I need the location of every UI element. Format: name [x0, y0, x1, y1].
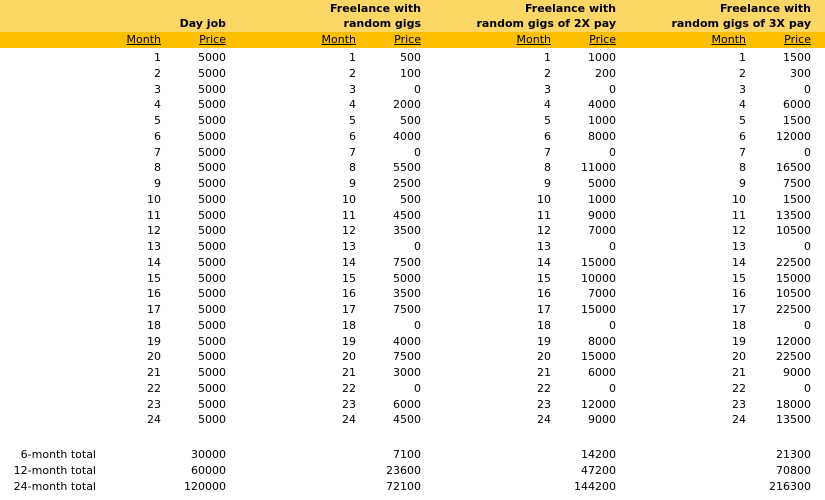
month-cell: 14	[342, 256, 356, 269]
price-cell: 12000	[581, 398, 616, 411]
month-cell: 22	[732, 382, 746, 395]
price-cell: 12000	[776, 335, 811, 348]
month-cell: 12	[732, 224, 746, 237]
price-cell: 5000	[198, 224, 226, 237]
price-cell: 5000	[198, 67, 226, 80]
price-cell: 12000	[776, 130, 811, 143]
price-cell: 100	[400, 67, 421, 80]
month-cell: 11	[537, 209, 551, 222]
price-cell: 5000	[198, 83, 226, 96]
month-cell: 15	[342, 272, 356, 285]
price-cell: 1500	[783, 193, 811, 206]
month-cell: 8	[739, 161, 746, 174]
month-cell: 9	[349, 177, 356, 190]
month-header: Month	[516, 33, 551, 46]
total-value: 21300	[776, 448, 811, 461]
price-cell: 0	[609, 240, 616, 253]
month-cell: 2	[349, 67, 356, 80]
month-cell: 16	[732, 287, 746, 300]
month-cell: 16	[147, 287, 161, 300]
total-value: 120000	[184, 480, 226, 493]
month-cell: 7	[739, 146, 746, 159]
price-cell: 5000	[588, 177, 616, 190]
month-cell: 13	[147, 240, 161, 253]
month-cell: 11	[732, 209, 746, 222]
month-cell: 3	[349, 83, 356, 96]
price-cell: 8000	[588, 130, 616, 143]
price-cell: 7000	[588, 287, 616, 300]
price-cell: 200	[595, 67, 616, 80]
price-cell: 7500	[393, 303, 421, 316]
price-header: Price	[394, 33, 421, 46]
month-cell: 19	[342, 335, 356, 348]
price-cell: 7500	[393, 256, 421, 269]
price-cell: 5000	[198, 398, 226, 411]
total-value: 144200	[574, 480, 616, 493]
month-cell: 17	[342, 303, 356, 316]
price-cell: 500	[400, 114, 421, 127]
price-cell: 7500	[393, 350, 421, 363]
price-header: Price	[784, 33, 811, 46]
price-cell: 16500	[776, 161, 811, 174]
month-cell: 6	[349, 130, 356, 143]
price-cell: 5000	[198, 319, 226, 332]
price-cell: 10500	[776, 224, 811, 237]
price-cell: 1500	[783, 51, 811, 64]
month-cell: 23	[537, 398, 551, 411]
price-cell: 5000	[198, 413, 226, 426]
total-value: 7100	[393, 448, 421, 461]
month-cell: 5	[349, 114, 356, 127]
month-cell: 19	[537, 335, 551, 348]
month-cell: 13	[732, 240, 746, 253]
total-value: 14200	[581, 448, 616, 461]
month-cell: 17	[147, 303, 161, 316]
price-cell: 0	[414, 319, 421, 332]
price-cell: 4000	[393, 335, 421, 348]
month-cell: 24	[732, 413, 746, 426]
price-cell: 4500	[393, 413, 421, 426]
month-cell: 7	[544, 146, 551, 159]
group-title: Day job	[179, 17, 226, 30]
total-label: 12-month total	[13, 464, 96, 477]
total-value: 60000	[191, 464, 226, 477]
month-cell: 18	[147, 319, 161, 332]
price-cell: 9000	[588, 413, 616, 426]
month-cell: 24	[537, 413, 551, 426]
month-cell: 22	[537, 382, 551, 395]
month-cell: 16	[537, 287, 551, 300]
month-cell: 3	[739, 83, 746, 96]
month-cell: 1	[544, 51, 551, 64]
month-cell: 8	[349, 161, 356, 174]
price-cell: 0	[414, 240, 421, 253]
price-cell: 5000	[198, 287, 226, 300]
price-cell: 0	[804, 146, 811, 159]
month-cell: 23	[147, 398, 161, 411]
month-cell: 2	[154, 67, 161, 80]
price-cell: 10500	[776, 287, 811, 300]
month-cell: 19	[147, 335, 161, 348]
price-cell: 1000	[588, 193, 616, 206]
price-cell: 5000	[198, 240, 226, 253]
price-cell: 0	[804, 240, 811, 253]
price-cell: 5000	[198, 366, 226, 379]
month-cell: 11	[147, 209, 161, 222]
price-cell: 5000	[198, 303, 226, 316]
price-cell: 7000	[588, 224, 616, 237]
month-cell: 7	[349, 146, 356, 159]
month-cell: 10	[342, 193, 356, 206]
group-title: Freelance with random gigs	[329, 2, 421, 30]
price-cell: 7500	[783, 177, 811, 190]
month-cell: 1	[349, 51, 356, 64]
price-cell: 3500	[393, 287, 421, 300]
price-cell: 5000	[198, 161, 226, 174]
price-cell: 300	[790, 67, 811, 80]
price-cell: 22500	[776, 350, 811, 363]
month-cell: 17	[732, 303, 746, 316]
month-cell: 8	[154, 161, 161, 174]
month-cell: 24	[342, 413, 356, 426]
price-cell: 13500	[776, 413, 811, 426]
price-cell: 5000	[198, 335, 226, 348]
price-cell: 500	[400, 51, 421, 64]
month-cell: 20	[342, 350, 356, 363]
total-value: 23600	[386, 464, 421, 477]
price-cell: 5000	[198, 382, 226, 395]
month-cell: 15	[732, 272, 746, 285]
price-cell: 2000	[393, 98, 421, 111]
price-cell: 5000	[198, 272, 226, 285]
total-value: 216300	[769, 480, 811, 493]
price-cell: 5000	[198, 209, 226, 222]
price-cell: 6000	[783, 98, 811, 111]
month-cell: 14	[732, 256, 746, 269]
month-header: Month	[321, 33, 356, 46]
month-cell: 4	[544, 98, 551, 111]
price-cell: 5000	[198, 114, 226, 127]
month-cell: 10	[537, 193, 551, 206]
price-cell: 22500	[776, 303, 811, 316]
month-cell: 2	[739, 67, 746, 80]
month-cell: 20	[732, 350, 746, 363]
price-cell: 5500	[393, 161, 421, 174]
price-cell: 500	[400, 193, 421, 206]
total-value: 30000	[191, 448, 226, 461]
group-title: Freelance with random gigs of 2X pay	[476, 2, 616, 30]
month-cell: 2	[544, 67, 551, 80]
price-cell: 11000	[581, 161, 616, 174]
month-cell: 13	[537, 240, 551, 253]
month-cell: 3	[154, 83, 161, 96]
price-cell: 15000	[776, 272, 811, 285]
month-cell: 14	[537, 256, 551, 269]
month-cell: 8	[544, 161, 551, 174]
price-cell: 5000	[393, 272, 421, 285]
month-cell: 16	[342, 287, 356, 300]
month-cell: 18	[732, 319, 746, 332]
price-cell: 5000	[198, 177, 226, 190]
month-cell: 4	[349, 98, 356, 111]
month-cell: 12	[537, 224, 551, 237]
month-cell: 23	[342, 398, 356, 411]
month-cell: 1	[154, 51, 161, 64]
month-cell: 12	[147, 224, 161, 237]
month-cell: 6	[739, 130, 746, 143]
month-cell: 9	[739, 177, 746, 190]
month-cell: 21	[732, 366, 746, 379]
price-cell: 0	[414, 382, 421, 395]
month-header: Month	[126, 33, 161, 46]
price-cell: 8000	[588, 335, 616, 348]
price-cell: 2500	[393, 177, 421, 190]
month-cell: 19	[732, 335, 746, 348]
price-cell: 4500	[393, 209, 421, 222]
price-cell: 15000	[581, 256, 616, 269]
month-cell: 9	[544, 177, 551, 190]
price-cell: 10000	[581, 272, 616, 285]
price-cell: 6000	[588, 366, 616, 379]
price-cell: 15000	[581, 303, 616, 316]
total-label: 24-month total	[13, 480, 96, 493]
price-cell: 3000	[393, 366, 421, 379]
total-value: 70800	[776, 464, 811, 477]
month-cell: 9	[154, 177, 161, 190]
price-cell: 5000	[198, 193, 226, 206]
month-cell: 6	[154, 130, 161, 143]
price-header: Price	[589, 33, 616, 46]
price-cell: 5000	[198, 350, 226, 363]
price-cell: 0	[804, 319, 811, 332]
month-cell: 18	[537, 319, 551, 332]
price-cell: 9000	[783, 366, 811, 379]
price-cell: 0	[609, 146, 616, 159]
month-cell: 20	[537, 350, 551, 363]
price-cell: 5000	[198, 256, 226, 269]
month-cell: 4	[739, 98, 746, 111]
price-cell: 15000	[581, 350, 616, 363]
price-cell: 5000	[198, 130, 226, 143]
month-header: Month	[711, 33, 746, 46]
month-cell: 20	[147, 350, 161, 363]
price-header: Price	[199, 33, 226, 46]
price-cell: 0	[804, 83, 811, 96]
price-cell: 6000	[393, 398, 421, 411]
price-cell: 4000	[588, 98, 616, 111]
month-cell: 5	[154, 114, 161, 127]
month-cell: 21	[342, 366, 356, 379]
price-cell: 5000	[198, 98, 226, 111]
total-value: 72100	[386, 480, 421, 493]
price-cell: 0	[609, 319, 616, 332]
month-cell: 1	[739, 51, 746, 64]
price-cell: 0	[414, 83, 421, 96]
price-cell: 5000	[198, 146, 226, 159]
price-cell: 13500	[776, 209, 811, 222]
month-cell: 5	[739, 114, 746, 127]
month-cell: 23	[732, 398, 746, 411]
total-label: 6-month total	[20, 448, 96, 461]
price-cell: 0	[609, 83, 616, 96]
month-cell: 21	[537, 366, 551, 379]
price-cell: 4000	[393, 130, 421, 143]
month-cell: 4	[154, 98, 161, 111]
price-cell: 0	[804, 382, 811, 395]
price-cell: 1000	[588, 114, 616, 127]
price-cell: 5000	[198, 51, 226, 64]
month-cell: 14	[147, 256, 161, 269]
month-cell: 3	[544, 83, 551, 96]
month-cell: 11	[342, 209, 356, 222]
month-cell: 10	[147, 193, 161, 206]
month-cell: 15	[147, 272, 161, 285]
month-cell: 22	[342, 382, 356, 395]
price-cell: 0	[609, 382, 616, 395]
price-cell: 1500	[783, 114, 811, 127]
month-cell: 22	[147, 382, 161, 395]
month-cell: 6	[544, 130, 551, 143]
group-title: Freelance with random gigs of 3X pay	[671, 2, 811, 30]
month-cell: 15	[537, 272, 551, 285]
month-cell: 18	[342, 319, 356, 332]
price-cell: 1000	[588, 51, 616, 64]
month-cell: 10	[732, 193, 746, 206]
month-cell: 7	[154, 146, 161, 159]
price-cell: 18000	[776, 398, 811, 411]
price-cell: 3500	[393, 224, 421, 237]
price-cell: 0	[414, 146, 421, 159]
month-cell: 24	[147, 413, 161, 426]
price-cell: 9000	[588, 209, 616, 222]
month-cell: 13	[342, 240, 356, 253]
month-cell: 21	[147, 366, 161, 379]
month-cell: 17	[537, 303, 551, 316]
month-cell: 5	[544, 114, 551, 127]
total-value: 47200	[581, 464, 616, 477]
month-cell: 12	[342, 224, 356, 237]
price-cell: 22500	[776, 256, 811, 269]
